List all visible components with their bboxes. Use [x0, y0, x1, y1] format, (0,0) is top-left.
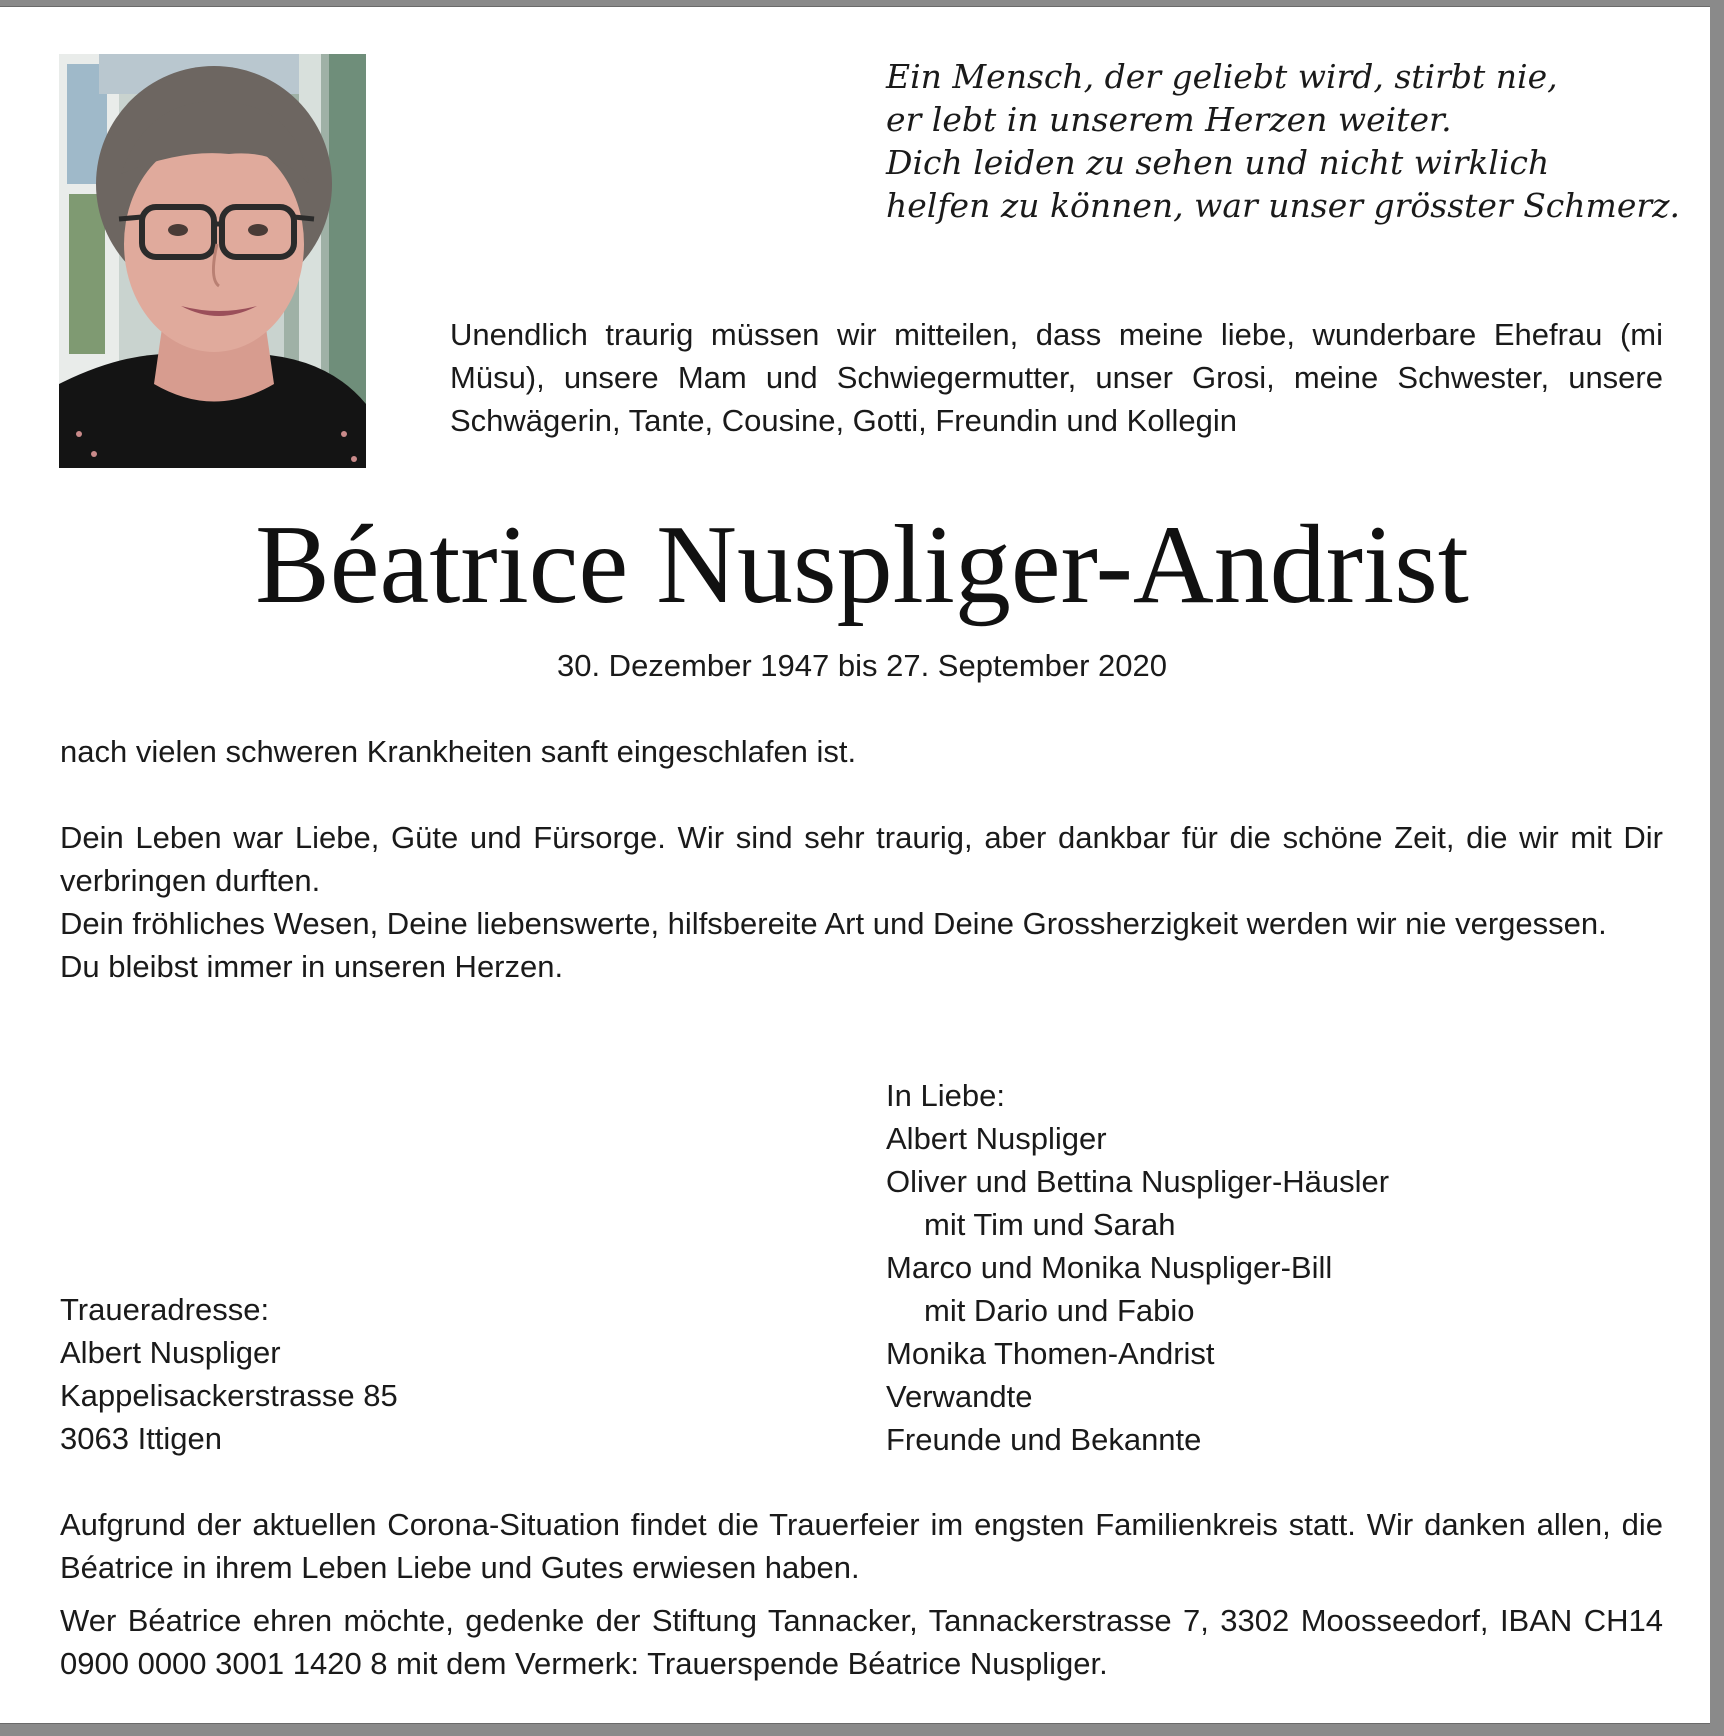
family-member: Oliver und Bettina Nuspliger-Häusler	[886, 1164, 1390, 1199]
poem-line: er lebt in unserem Herzen weiter.	[886, 100, 1452, 139]
tribute-text	[60, 816, 1663, 988]
intro-text: Unendlich traurig müssen wir mitteilen, dass meine liebe, wunderbare Ehefrau (mi Müsu), unsere Mam und Schwiegermutter, unser Grosi, meine Schwester, unsere Schwägerin, Tante, Cousine, Gotti, Freundin und Kollegin	[450, 317, 1663, 438]
donation-notice: Wer Béatrice ehren möchte, gedenke der Stiftung Tannacker, Tannackerstrasse 7, 3302 Moosseedorf, IBAN CH14 0900 0000 3001 1420 8 mit dem Vermerk: Trauerspende Béatrice Nuspliger.	[60, 1603, 1663, 1681]
ceremony-notice: Aufgrund der aktuellen Corona-Situation findet die Trauerfeier im engsten Familienkreis statt. Wir danken allen, die Béatrice in ihrem Leben Liebe und Gutes erwiesen haben.	[60, 1507, 1663, 1585]
portrait-photo	[59, 54, 366, 468]
obituary-page	[0, 6, 1711, 1724]
family-list	[886, 1074, 1666, 1461]
family-member: Monika Thomen-Andrist	[886, 1336, 1215, 1371]
tribute-line: Dein fröhliches Wesen, Deine liebenswerte, hilfsbereite Art und Deine Grossherzigkeit werden wir nie vergessen.	[60, 906, 1607, 941]
address-street: Kappelisackerstrasse 85	[60, 1378, 398, 1413]
tribute-line: Du bleibst immer in unseren Herzen.	[60, 949, 564, 984]
address-heading: Traueradresse:	[60, 1292, 270, 1327]
family-member: Albert Nuspliger	[886, 1121, 1107, 1156]
poem-line: helfen zu können, war unser grösster Schmerz.	[886, 186, 1681, 225]
tribute-line: Dein Leben war Liebe, Güte und Fürsorge. Wir sind sehr traurig, aber dankbar für die schöne Zeit, die wir mit Dir verbringen durften.	[60, 820, 1663, 898]
page-border	[1710, 0, 1724, 1736]
family-member: Freunde und Bekannte	[886, 1422, 1202, 1457]
poem-line: Dich leiden zu sehen und nicht wirklich	[886, 143, 1550, 182]
family-member: mit Dario und Fabio	[924, 1293, 1195, 1328]
family-member: Verwandte	[886, 1379, 1033, 1414]
passing-text: nach vielen schweren Krankheiten sanft eingeschlafen ist.	[60, 734, 857, 769]
family-heading: In Liebe:	[886, 1078, 1005, 1113]
poem-line: Ein Mensch, der geliebt wird, stirbt nie,	[886, 57, 1558, 96]
family-member: mit Tim und Sarah	[924, 1207, 1176, 1242]
mourning-address	[60, 1288, 760, 1460]
family-member: Marco und Monika Nuspliger-Bill	[886, 1250, 1333, 1285]
address-city: 3063 Ittigen	[60, 1421, 223, 1456]
poem	[886, 55, 1681, 227]
address-name: Albert Nuspliger	[60, 1335, 281, 1370]
life-dates: 30. Dezember 1947 bis 27. September 2020	[556, 648, 1168, 683]
deceased-name: Béatrice Nuspliger-Andrist	[255, 503, 1469, 627]
